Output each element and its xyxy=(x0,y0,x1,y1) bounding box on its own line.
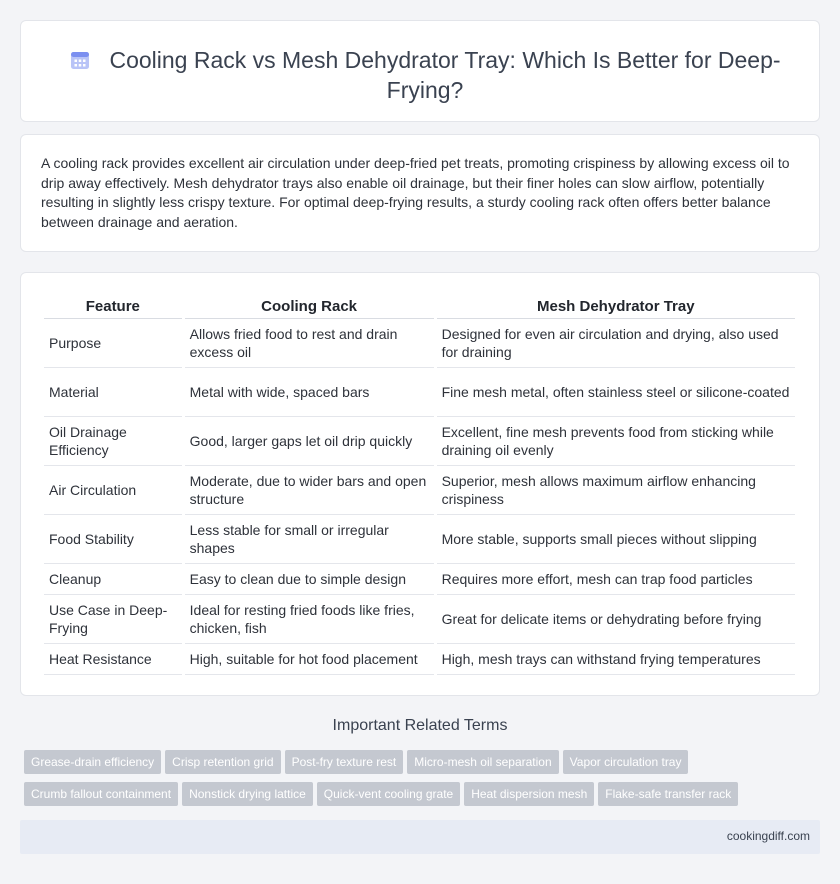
table-row xyxy=(44,564,795,595)
related-terms-title: Important Related Terms xyxy=(332,717,508,734)
cooling-rack-cell: Less stable for small or irregular shapes xyxy=(185,515,434,564)
feature-cell: Material xyxy=(44,368,182,417)
cooling-rack-cell: Ideal for resting fried foods like fries, chicken, fish xyxy=(185,595,434,644)
mesh-tray-cell: Superior, mesh allows maximum airflow enhancing crispiness xyxy=(437,466,795,515)
tag-flake-safe-transfer-rack[interactable]: Flake-safe transfer rack xyxy=(598,782,738,806)
page-title: Cooling Rack vs Mesh Dehydrator Tray: Which Is Better for Deep-Frying? xyxy=(109,47,781,103)
intro-paragraph: A cooling rack provides excellent air circulation under deep-fried pet treats, promoting crispiness by allowing excess oil to drip away effectively. Mesh dehydrator trays also enable oil drainage, but their finer holes can slow airflow, potentially resulting in slightly less crispy texture. For optimal deep-frying results, a sturdy cooling rack often offers better balance between drainage and aeration. xyxy=(41,155,790,230)
mesh-tray-cell: High, mesh trays can withstand frying temperatures xyxy=(437,644,795,675)
feature-cell: Use Case in Deep-Frying xyxy=(44,595,182,644)
tag-nonstick-drying-lattice[interactable]: Nonstick drying lattice xyxy=(182,782,313,806)
tag-crisp-retention-grid[interactable]: Crisp retention grid xyxy=(165,750,280,774)
feature-cell: Cleanup xyxy=(44,564,182,595)
table-row xyxy=(44,368,795,417)
tag-heat-dispersion-mesh[interactable]: Heat dispersion mesh xyxy=(464,782,594,806)
page-title-wrap xyxy=(61,45,789,105)
feature-cell: Food Stability xyxy=(44,515,182,564)
table-row xyxy=(44,515,795,564)
tag-row-1 xyxy=(24,750,804,782)
related-terms-tags xyxy=(24,750,804,814)
mesh-tray-cell: Excellent, fine mesh prevents food from sticking while draining oil evenly xyxy=(437,417,795,466)
header-cooling-rack: Cooling Rack xyxy=(185,295,434,319)
calendar-grid-icon xyxy=(69,49,91,71)
comparison-card xyxy=(20,272,820,696)
intro-card xyxy=(20,134,820,252)
feature-cell: Air Circulation xyxy=(44,466,182,515)
footer-site-link[interactable]: cookingdiff.com xyxy=(726,829,810,843)
title-card xyxy=(20,20,820,122)
footer xyxy=(20,820,820,854)
tag-row-2 xyxy=(24,782,804,814)
cooling-rack-cell: Metal with wide, spaced bars xyxy=(185,368,434,417)
cooling-rack-cell: Allows fried food to rest and drain excess oil xyxy=(185,319,434,368)
cooling-rack-cell: Easy to clean due to simple design xyxy=(185,564,434,595)
tag-crumb-fallout-containment[interactable]: Crumb fallout containment xyxy=(24,782,178,806)
comparison-table xyxy=(41,295,798,675)
cooling-rack-cell: Moderate, due to wider bars and open structure xyxy=(185,466,434,515)
feature-cell: Heat Resistance xyxy=(44,644,182,675)
mesh-tray-cell: More stable, supports small pieces without slipping xyxy=(437,515,795,564)
table-header-row xyxy=(44,295,795,319)
table-row xyxy=(44,417,795,466)
mesh-tray-cell: Designed for even air circulation and drying, also used for draining xyxy=(437,319,795,368)
table-row xyxy=(44,319,795,368)
header-feature: Feature xyxy=(44,295,182,319)
tag-quick-vent-cooling-grate[interactable]: Quick-vent cooling grate xyxy=(317,782,460,806)
mesh-tray-cell: Requires more effort, mesh can trap food particles xyxy=(437,564,795,595)
tag-grease-drain-efficiency[interactable]: Grease-drain efficiency xyxy=(24,750,161,774)
cooling-rack-cell: High, suitable for hot food placement xyxy=(185,644,434,675)
mesh-tray-cell: Great for delicate items or dehydrating before frying xyxy=(437,595,795,644)
tag-post-fry-texture-rest[interactable]: Post-fry texture rest xyxy=(285,750,404,774)
tag-vapor-circulation-tray[interactable]: Vapor circulation tray xyxy=(563,750,689,774)
feature-cell: Oil Drainage Efficiency xyxy=(44,417,182,466)
feature-cell: Purpose xyxy=(44,319,182,368)
table-row xyxy=(44,644,795,675)
tag-micro-mesh-oil-separation[interactable]: Micro-mesh oil separation xyxy=(407,750,558,774)
header-mesh-tray: Mesh Dehydrator Tray xyxy=(437,295,795,319)
cooling-rack-cell: Good, larger gaps let oil drip quickly xyxy=(185,417,434,466)
mesh-tray-cell: Fine mesh metal, often stainless steel or silicone-coated xyxy=(437,368,795,417)
table-row xyxy=(44,466,795,515)
table-row xyxy=(44,595,795,644)
